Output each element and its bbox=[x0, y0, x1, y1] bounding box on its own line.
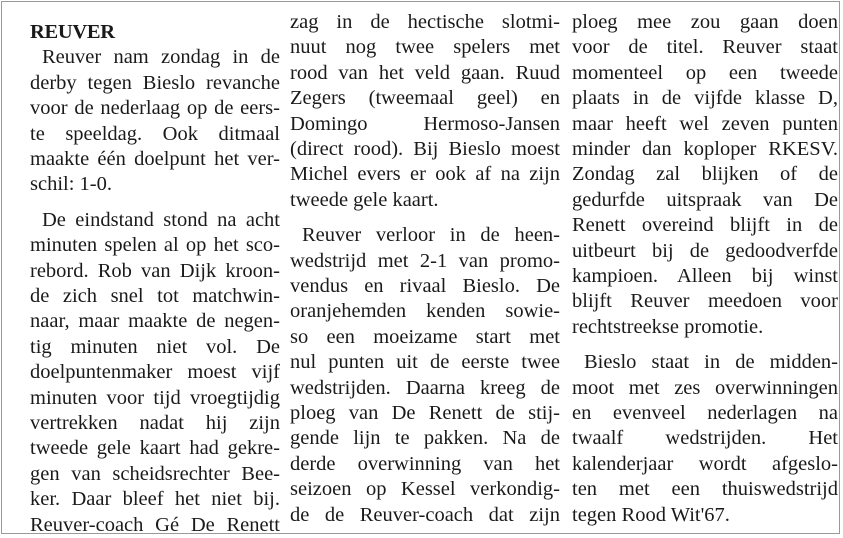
text-line: De eindstand stond na acht bbox=[42, 208, 280, 231]
text-line: moot met zes overwinningen bbox=[572, 376, 838, 399]
text-line: Domingo Hermoso-Jansen bbox=[290, 112, 560, 135]
text-line: derby tegen Bieslo revanche bbox=[30, 71, 280, 94]
text-line: naar, maar maakte de negen- bbox=[30, 310, 280, 333]
text-line: ker. Daar bleef het niet bij. bbox=[30, 488, 280, 511]
text-line: kalenderjaar wordt afgeslo- bbox=[572, 452, 838, 475]
text-line: Zondag zal blijken of de bbox=[572, 163, 838, 186]
text-line: wedstrijd met 2-1 van promo- bbox=[290, 249, 560, 272]
text-line: plaats in de vijfde klasse D, bbox=[572, 87, 838, 110]
text-line: tweede gele kaart. bbox=[290, 188, 439, 211]
text-line: twaalf wedstrijden. Het bbox=[572, 427, 838, 450]
text-line: minuten spelen al op het sco- bbox=[30, 234, 280, 257]
text-line: rechtstreekse promotie. bbox=[572, 315, 764, 338]
text-line: gen van scheidsrechter Bee- bbox=[30, 462, 280, 485]
text-line: ten met een thuiswedstrijd bbox=[572, 478, 838, 501]
text-line: schil: 1-0. bbox=[30, 173, 112, 196]
text-line: minuten voor tijd vroegtijdig bbox=[30, 386, 280, 409]
text-line: maakte één doelpunt het ver- bbox=[30, 148, 280, 170]
text-line: rebord. Rob van Dijk kroon- bbox=[30, 259, 280, 282]
text-line: kampioen. Alleen bij winst bbox=[572, 265, 838, 287]
text-line: nul punten uit de eerste twee bbox=[290, 351, 560, 374]
text-line: tweede gele kaart had gekre- bbox=[30, 437, 280, 460]
text-line: minder dan koploper RKESV. bbox=[572, 138, 838, 160]
text-line: Zegers (tweemaal geel) en bbox=[290, 87, 560, 110]
text-line: wedstrijden. Daarna kreeg de bbox=[290, 376, 560, 399]
text-line: Reuver verloor in de heen- bbox=[302, 224, 560, 247]
text-line: tig minuten niet vol. De bbox=[30, 335, 280, 358]
text-line: en evenveel nederlagen na bbox=[572, 402, 838, 424]
text-line: blijft Reuver meedoen voor bbox=[572, 290, 838, 313]
text-line: uitbeurt bij de gedoodverfde bbox=[572, 239, 838, 262]
text-line: Reuver-coach Gé De Renett bbox=[30, 513, 280, 534]
text-line: maar heeft wel zeven punten bbox=[572, 112, 838, 135]
text-line: Bieslo staat in de midden- bbox=[584, 351, 838, 374]
text-line: seizoen op Kessel verkondig- bbox=[290, 478, 560, 501]
text-line: vertrekken nadat hij zijn bbox=[30, 412, 280, 434]
text-line: so een moeizame start met bbox=[290, 325, 560, 348]
text-line: derde overwinning van het bbox=[290, 452, 560, 475]
text-line: vendus en rivaal Bieslo. De bbox=[290, 275, 560, 297]
article-heading: REUVER bbox=[30, 21, 115, 43]
text-line: ploeg mee zou gaan doen bbox=[572, 11, 838, 33]
text-line: nuut nog twee spelers met bbox=[290, 36, 560, 59]
text-line: gedurfde uitspraak van De bbox=[572, 188, 838, 211]
text-line: momenteel op een tweede bbox=[572, 61, 838, 84]
text-line: voor de titel. Reuver staat bbox=[572, 36, 838, 59]
text-line: oranjehemden kenden sowie- bbox=[290, 300, 560, 323]
text-line: gende lijn te pakken. Na de bbox=[290, 427, 560, 450]
text-line: te speeldag. Ook ditmaal bbox=[30, 122, 280, 145]
text-line: Renett overeind blijft in de bbox=[572, 214, 838, 237]
text-line: zag in de hectische slotmi- bbox=[290, 11, 560, 33]
text-line: voor de nederlaag op de eers- bbox=[30, 97, 280, 120]
newspaper-article bbox=[1, 1, 840, 534]
text-line: doelpuntenmaker moest vijf bbox=[30, 361, 280, 384]
text-line: ploeg van De Renett de stij- bbox=[290, 402, 560, 424]
text-line: de de Reuver-coach dat zijn bbox=[290, 503, 560, 526]
text-line: de zich snel tot matchwin- bbox=[30, 285, 280, 307]
text-line: Reuver nam zondag in de bbox=[42, 46, 280, 69]
text-line: tegen Rood Wit'67. bbox=[572, 503, 730, 526]
text-line: (direct rood). Bij Bieslo moest bbox=[290, 138, 560, 160]
text-line: Michel evers er ook af na zijn bbox=[290, 163, 560, 186]
text-line: rood van het veld gaan. Ruud bbox=[290, 61, 560, 84]
